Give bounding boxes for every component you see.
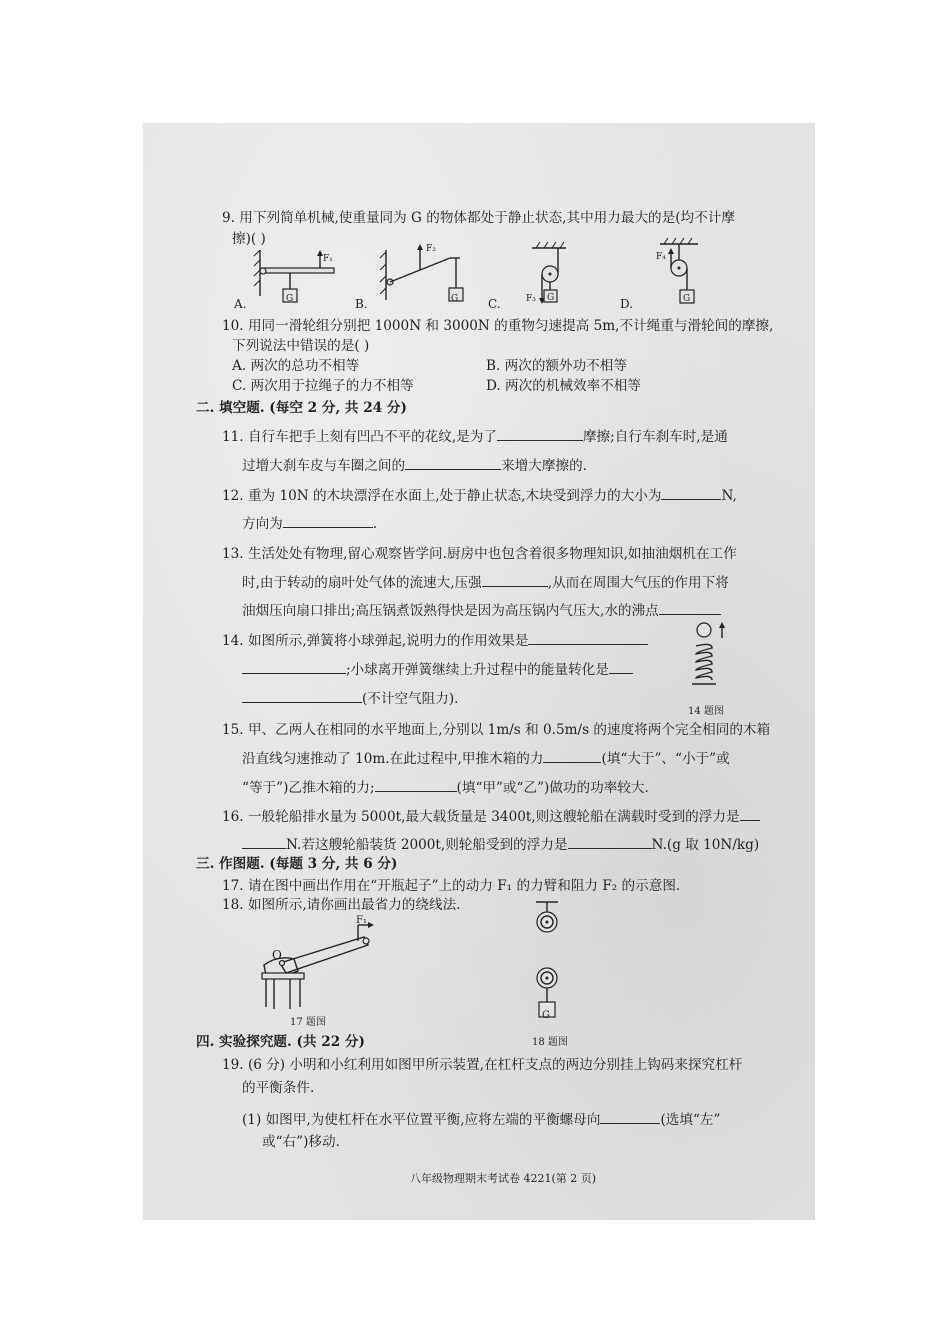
q14-text-2: ;小球离开弹簧继续上升过程中的能量转化是 (346, 662, 609, 678)
q10-option-d: D. 两次的机械效率不相等 (486, 378, 641, 394)
q18-g-label: G (542, 1010, 550, 1021)
section-2-title: 二. 填空题. (每空 2 分, 共 24 分) (196, 400, 407, 416)
q18-figure-caption: 18 题图 (532, 1037, 568, 1048)
q11-blank-1[interactable] (497, 428, 583, 441)
q10-line1: 10. 用同一滑轮组分别把 1000N 和 3000N 的重物匀速提高 5m,不计绳重与滑轮间的摩擦, (222, 318, 774, 334)
q15-line1: 15. 甲、乙两人在相同的水平地面上,分别以 1m/s 和 0.5m/s 的速度将两个完全相同的木箱 (222, 722, 771, 738)
q12-blank-2[interactable] (283, 515, 373, 528)
q16-text-2a: N.若这艘轮船装货 2000t,则轮船受到的浮力是 (286, 837, 568, 853)
q15-blank-1[interactable] (543, 750, 601, 763)
q15-text-3a: “等于”)乙推木箱的力; (242, 780, 375, 796)
q19-line1: 19. (6 分) 小明和小红利用如图甲所示装置,在杠杆支点的两边分别挂上钩码来探究杠杆 (222, 1057, 743, 1073)
q19-line4: 或“右”)移动. (262, 1134, 340, 1150)
q12-text-3: 方向为 (242, 516, 283, 532)
q9-option-a: A. (234, 297, 247, 311)
q14-figure-caption: 14 题图 (688, 706, 724, 717)
q15-text-2a: 沿直线匀速推动了 10m.在此过程中,甲推木箱的力 (242, 751, 544, 767)
q14-blank-4[interactable] (242, 690, 362, 703)
q14-text-1: 14. 如图所示,弹簧将小球弹起,说明力的作用效果是 (222, 633, 529, 649)
q11-text-3: 过增大刹车皮与车圈之间的 (242, 458, 406, 474)
q16-line1 (222, 808, 760, 825)
q13-text-3: 油烟压向扇口排出;高压锅煮饭熟得快是因为高压锅内气压大,水的沸点 (242, 603, 659, 619)
q10-option-a: A. 两次的总功不相等 (232, 358, 360, 374)
q15-line3 (242, 779, 649, 796)
q9-line1: 9. 用下列简单机械,使重量同为 G 的物体都处于静止状态,其中用力最大的是(均不计摩 (222, 210, 735, 226)
q14-blank-1[interactable] (528, 632, 648, 645)
q14-line1 (222, 632, 648, 649)
q11-text-4: 来增大摩擦的. (501, 458, 588, 474)
q14-text-3: (不计空气阻力). (362, 691, 459, 707)
q9-b-weight-label: G (451, 294, 459, 304)
q17-figure-caption: 17 题图 (290, 1017, 326, 1028)
q9-b-force-label: F₂ (426, 244, 436, 254)
q14-line2 (242, 661, 633, 678)
q14-line3 (242, 690, 459, 707)
q16-blank-2[interactable] (568, 836, 652, 849)
q15-text-3b: (填“甲”或“乙”)做功的功率较大. (456, 780, 649, 796)
q10-line2: 下列说法中错误的是( ) (232, 338, 370, 354)
q9-figure-d (650, 236, 710, 311)
q13-line3 (242, 602, 721, 619)
q19-line2: 的平衡条件. (242, 1080, 315, 1096)
q9-figure-a (252, 248, 352, 308)
q15-blank-2[interactable] (375, 779, 457, 792)
q9-c-force-label: F₃ (526, 294, 536, 304)
q16-text-2b: N.(g 取 10N/kg) (651, 837, 760, 853)
q16-text-1: 16. 一般轮船排水量为 5000t,最大载货量是 3400t,则这艘轮船在满载时受到的浮力是 (222, 809, 740, 825)
q9-a-weight-label: G (286, 294, 294, 304)
q11-line2 (242, 457, 587, 474)
q13-line1: 13. 生活处处有物理,留心观察皆学问.厨房中也包含着很多物理知识,如抽油烟机在工作 (222, 546, 737, 562)
q9-d-weight-label: G (683, 294, 691, 304)
q11-blank-2[interactable] (405, 457, 501, 470)
q17-f-label: F₁ (356, 915, 367, 926)
q13-blank-2[interactable] (659, 602, 721, 615)
q10-option-c: C. 两次用于拉绳子的力不相等 (232, 378, 414, 394)
q13-line2 (242, 574, 729, 591)
q12-text-1: 12. 重为 10N 的木块漂浮在水面上,处于静止状态,木块受到浮力的大小为 (222, 488, 662, 504)
q12-text-2: N, (721, 488, 737, 504)
q13-blank-1[interactable] (482, 574, 548, 587)
q9-a-force-label: F₁ (323, 254, 333, 264)
q15-line2 (242, 750, 730, 767)
q12-text-4: . (372, 516, 378, 532)
q13-text-2b: ,从而在周围大气压的作用下将 (547, 575, 729, 591)
q19-text-3a: (1) 如图甲,为使杠杆在水平位置平衡,应将左端的平衡螺母向 (242, 1112, 601, 1128)
q14-spring-ball-figure (692, 620, 732, 698)
q11-line1 (222, 428, 728, 445)
q15-text-2b: (填“大于”、“小于”或 (601, 751, 730, 767)
q13-text-2a: 时,由于转动的扇叶处气体的流速大,压强 (242, 575, 482, 591)
q9-line2: 擦)( ) (232, 231, 266, 247)
q10-option-b: B. 两次的额外功不相等 (486, 358, 627, 374)
q19-blank-1[interactable] (600, 1111, 660, 1124)
q9-option-d: D. (620, 297, 634, 311)
q9-option-b: B. (355, 297, 368, 311)
q16-blank-1b[interactable] (242, 836, 286, 849)
q16-line2 (242, 836, 759, 853)
q17-bottle-opener-figure (248, 915, 388, 1015)
q14-blank-2[interactable] (242, 661, 346, 674)
q19-text-3b: (选填“左” (660, 1112, 721, 1128)
q14-blank-3[interactable] (609, 661, 633, 674)
q9-option-c: C. (488, 297, 501, 311)
q11-text-1: 11. 自行车把手上刻有凹凸不平的花纹,是为了 (222, 429, 497, 445)
section-3-title: 三. 作图题. (每题 3 分, 共 6 分) (196, 856, 398, 872)
q17-o-label: O (272, 948, 282, 962)
q12-line1 (222, 487, 737, 504)
q19-line3 (242, 1111, 720, 1128)
q16-blank-1a[interactable] (740, 808, 760, 821)
q11-text-2: 摩擦;自行车刹车时,是通 (582, 429, 728, 445)
section-4-title: 四. 实验探究题. (共 22 分) (196, 1034, 365, 1050)
page-footer: 八年级物理期末考试卷 4221(第 2 页) (410, 1172, 597, 1185)
q9-d-force-label: F₄ (656, 252, 666, 262)
q18-text: 18. 如图所示,请你画出最省力的绕线法. (222, 897, 461, 913)
q12-blank-1[interactable] (661, 487, 721, 500)
q9-c-weight-label: G (547, 293, 555, 303)
q12-line2 (242, 515, 377, 532)
q17-text: 17. 请在图中画出作用在“开瓶起子”上的动力 F₁ 的力臂和阻力 F₂ 的示意图. (222, 878, 681, 894)
